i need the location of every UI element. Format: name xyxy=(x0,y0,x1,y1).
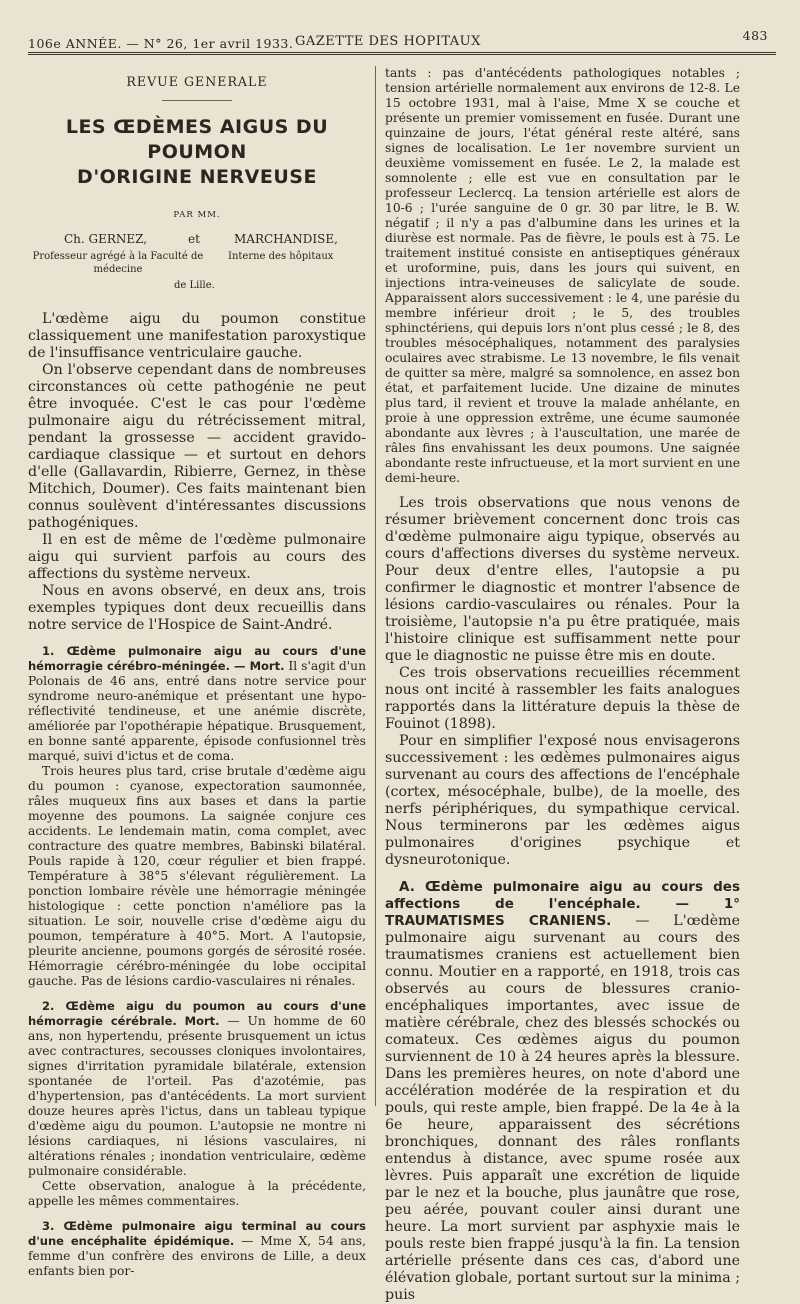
section-a-heading: A. Œdème pulmonaire aigu au cours des affections de l'encéphale. — 1° TRAUMATISMES CRANIENS. xyxy=(385,879,740,929)
case-3-paragraph xyxy=(28,1219,366,1279)
section-a-paragraph xyxy=(385,879,740,1304)
case-2-text: — Un homme de 60 ans, non hypertendu, présente brusquement un ictus avec contractures, secousses cloniques involontaires, signes d'irritation pyramidale bilatérale, extension spontanée de l'orteil. Pas d'azotémie, pas d'hypertension, pas d'antécédents. La mort survient douze heures après l'ictus, dans un tableau typique d'œdème aigu du poumon. L'autopsie ne montre ni lésions cardiaques, ni lésions vasculaires, ni altérations rénales ; inondation ventriculaire, œdème pulmonaire considérable. xyxy=(28,1014,367,1179)
discussion xyxy=(385,495,740,869)
case-2 xyxy=(28,999,366,1209)
case-3-continued xyxy=(385,66,740,486)
case-1-paragraph: Trois heures plus tard, crise brutale d'œdème aigu du poumon : cyanose, expectoration saumonnée, râles muqueux fins aux bases et dans la partie moyenne des poumons. La saignée conjure ces accidents. Le lendemain matin, coma complet, avec contracture des quatre membres, Babinski bilatéral. Pouls rapide à 120, cœur régulier et bien frappé. Température à 38°5 s'élevant régulièrement. La ponction lombaire révèle une hémorragie méningée histologique : cette ponction n'améliore pas la situation. Le soir, nouvelle crise d'œdème aigu du poumon, température à 40°5. Mort. A l'autopsie, pleurite ancienne, poumons gorgés de sérosité rosée. Hémorragie cérébro-méningée du lobe occipital gauche. Pas de lésions cardio-vasculaires ni rénales. xyxy=(28,764,366,989)
intro-paragraph: Il en est de même de l'œdème pulmonaire aigu qui survient parfois au cours des affections du système nerveux. xyxy=(28,532,366,583)
case-3 xyxy=(28,1219,366,1279)
author-conjunction: et xyxy=(188,232,200,247)
page-number: 483 xyxy=(742,28,768,43)
case-2-paragraph: Cette observation, analogue à la précédente, appelle les mêmes commentaires. xyxy=(28,1179,366,1209)
case-2-heading: 2. Œdème aigu du poumon au cours d'une hémorragie cérébrale. Mort. xyxy=(28,999,366,1029)
right-column xyxy=(385,66,740,1304)
discussion-paragraph: Pour en simplifier l'exposé nous envisagerons successivement : les œdèmes pulmonaires aigus survenant au cours des affections de l'encéphale (cortex, mésocéphale, bulbe), de la moelle, des nerfs périphériques, du sympathique cervical. Nous terminerons par les œdèmes aigus pulmonaires d'origines psychique et dysneurotonique. xyxy=(385,733,740,868)
intro-paragraph: On l'observe cependant dans de nombreuses circonstances où cette pathogénie ne peut être invoquée. C'est le cas pour l'œdème pulmonaire aigu du rétrécissement mitral, pendant la grossesse — accident gravido-cardiaque classique — et surtout en dehors d'elle (Gallavardin, Ribierre, Gernez, in thèse Mitchich, Doumer). Ces faits maintenant bien connus soulèvent d'intéressantes discussions pathogéniques. xyxy=(28,362,366,532)
case-3-heading: 3. Œdème pulmonaire aigu terminal au cours d'une encéphalite épidémique. xyxy=(28,1219,366,1249)
case-1 xyxy=(28,644,366,989)
affiliation-city: de Lille. xyxy=(174,280,215,292)
affiliation-gernez: Professeur agrégé à la Faculté de médecine xyxy=(32,251,204,276)
left-column xyxy=(28,66,366,1279)
section-a-text: — L'œdème pulmonaire aigu survenant au cours des traumatismes craniens est actuellement bien connu. Moutier en a rapporté, en 1918, trois cas observés au cours de blessures cranio-encéphaliques importantes, avec issue de matière cérébrale, chez des blessés schockés ou comateux. Ces œdèmes aigus du poumon surviennent de 10 à 24 heures après la blessure. Dans les premières heures, on note d'abord une accélération modérée de la respiration et du pouls, qui reste ample, bien frappé. De la 4e à la 6e heure, apparaissent des sécrétions bronchiques, donnant des râles ronflants entendus à distance, avec spume rosée aux lèvres. Puis apparaît une excrétion de liquide par le nez et la bouche, plus jaunâtre que rose, peu aérée, pouvant couler ainsi durant une heure. La mort survient par asphyxie mais le pouls reste bien frappé jusqu'à la fin. La tension artérielle présente dans ces cas, d'abord une élévation globale, portant surtout sur la minima ; puis xyxy=(385,913,740,1303)
discussion-paragraph: Les trois observations que nous venons de résumer brièvement concernent donc trois cas d'œdème pulmonaire aigu typique, observés au cours d'affections diverses du système nerveux. Pour deux d'entre elles, l'autopsie a pu confirmer le diagnostic et montrer l'absence de lésions cardio-vasculaires ou rénales. Pour la troisième, l'autopsie n'a pu être pratiquée, mais l'histoire clinique est suffisamment nette pour que le diagnostic ne puisse être mis en doute. xyxy=(385,495,740,664)
journal-title: GAZETTE DES HOPITAUX xyxy=(295,34,481,49)
column-divider xyxy=(375,66,376,1106)
introduction xyxy=(28,311,366,634)
section-rubric: REVUE GENERALE xyxy=(126,74,268,89)
intro-paragraph: L'œdème aigu du poumon constitue classiquement une manifestation paroxystique de l'insuffisance ventriculaire gauche. xyxy=(28,311,366,362)
byline-par: PAR MM. xyxy=(173,209,221,220)
title-line-2: D'ORIGINE NERVEUSE xyxy=(77,165,317,188)
case-2-paragraph xyxy=(28,999,366,1179)
article-title xyxy=(28,115,366,190)
case-1-text: Il s'agit d'un Polonais de 46 ans, entré dans notre service pour syndrome neuro-anémique et présentant une hypo-réflectivité tendineuse, et une anémie discrète, améliorée par l'opothérapie hépatique. Brusquement, en bonne santé apparente, épisode confusionnel très marqué, suivi d'ictus et de coma. xyxy=(28,659,366,764)
case-1-heading: 1. Œdème pulmonaire aigu au cours d'une hémorragie cérébro-méningée. — Mort. xyxy=(28,644,366,674)
affiliation-marchandise: Interne des hôpitaux xyxy=(228,251,334,263)
case-3-text: — Mme X, 54 ans, femme d'un confrère des environs de Lille, a deux enfants bien por- xyxy=(28,1234,366,1279)
section-a xyxy=(385,879,740,1304)
title-rule xyxy=(162,100,232,101)
author-marchandise: MARCHANDISE, xyxy=(234,232,338,247)
case-3-continued-text: tants : pas d'antécédents pathologiques notables ; tension artérielle normalement aux environs de 12-8. Le 15 octobre 1931, mal à l'aise, Mme X se couche et présente un premier vomissement en fusée. Durant une quinzaine de jours, l'état général reste altéré, sans signes de localisation. Le 1er novembre survient un deuxième vomissement en fusée. Le 2, la malade est somnolente ; elle est vue en consultation par le professeur Leclercq. La tension artérielle est alors de 10-6 ; l'urée sanguine de 0 gr. 30 par litre, le B. W. négatif ; il n'y a pas d'albumine dans les urines et la diurèse est normale. Pas de fièvre, le pouls est à 75. Le traitement institué consiste en antiseptiques généraux et uroformine, puis, dans les jours qui suivent, en injections intra-veineuses de salicylate de soude. Apparaissent alors successivement : le 4, une parésie du membre inférieur droit ; le 5, des troubles sphinctériens, qui depuis lors n'ont plus cessé ; le 8, des troubles mésocéphaliques, notamment des paralysies oculaires avec strabisme. Le 13 novembre, le fils venait de quitter sa mère, malgré sa somnolence, en assez bon état, et parfaitement lucide. Une dizaine de minutes plus tard, il revient et trouve la malade anhélante, en proie à une oppression extrême, une écume saumonée abondante aux lèvres ; à l'auscultation, une marée de râles fins envahissant les deux poumons. Une saignée abondante reste infructueuse, et la mort survient en une demi-heure. xyxy=(385,66,740,485)
discussion-paragraph: Ces trois observations recueillies récemment nous ont incité à rassembler les faits analogues rapportés dans la littérature depuis la thèse de Fouinot (1898). xyxy=(385,665,740,732)
intro-paragraph: Nous en avons observé, en deux ans, trois exemples typiques dont deux recueillis dans notre service de l'Hospice de Saint-André. xyxy=(28,583,366,634)
title-line-1: LES ŒDÈMES AIGUS DU POUMON xyxy=(65,115,329,163)
running-header xyxy=(28,26,776,55)
authors-block xyxy=(28,233,366,295)
issue-info: 106e ANNÉE. — N° 26, 1er avril 1933. xyxy=(28,36,294,51)
case-1-paragraph xyxy=(28,644,366,764)
author-gernez: Ch. GERNEZ, xyxy=(64,232,148,247)
